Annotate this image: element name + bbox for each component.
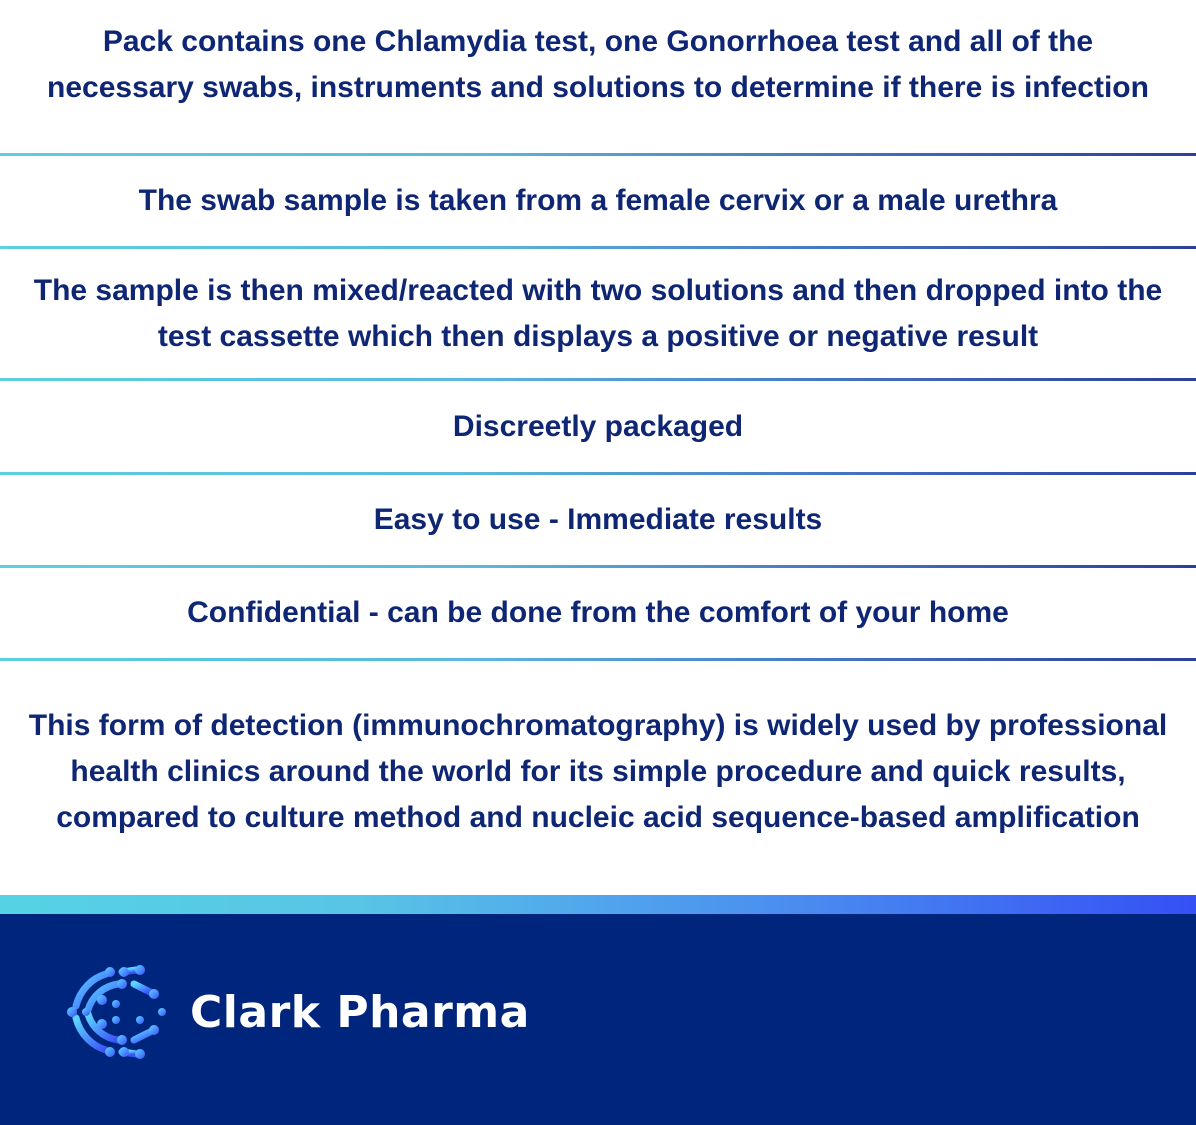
feature-item [0, 156, 1196, 246]
footer [0, 914, 1196, 1125]
feature-text: The swab sample is taken from a female cervix or a male urethra [138, 184, 1058, 217]
footer-accent-band [0, 895, 1196, 914]
feature-text: Confidential - can be done from the comfort of your home [187, 596, 1009, 629]
feature-item [0, 249, 1196, 378]
clark-pharma-logo-icon [62, 962, 172, 1062]
feature-text: Discreetly packaged [452, 409, 744, 443]
feature-item [0, 475, 1196, 565]
feature-text: Easy to use - Immediate results [373, 503, 823, 536]
brand-name: Clark Pharma [190, 987, 530, 1038]
feature-text: The sample is then mixed/reacted with two solutions and then dropped into the test cassette which then displays a positive or negative result [33, 273, 1163, 353]
feature-item [0, 381, 1196, 472]
feature-item [0, 661, 1196, 889]
feature-item [0, 0, 1196, 152]
feature-item [0, 568, 1196, 658]
feature-text: This form of detection (immunochromatography) is widely used by professional health clinics around the world for its simple procedure and quick results, compared to culture method and nucleic acid sequence-based amplification [28, 709, 1168, 834]
feature-text: Pack contains one Chlamydia test, one Gonorrhoea test and all of the necessary swabs, instruments and solutions to determine if there is infection [47, 25, 1149, 104]
